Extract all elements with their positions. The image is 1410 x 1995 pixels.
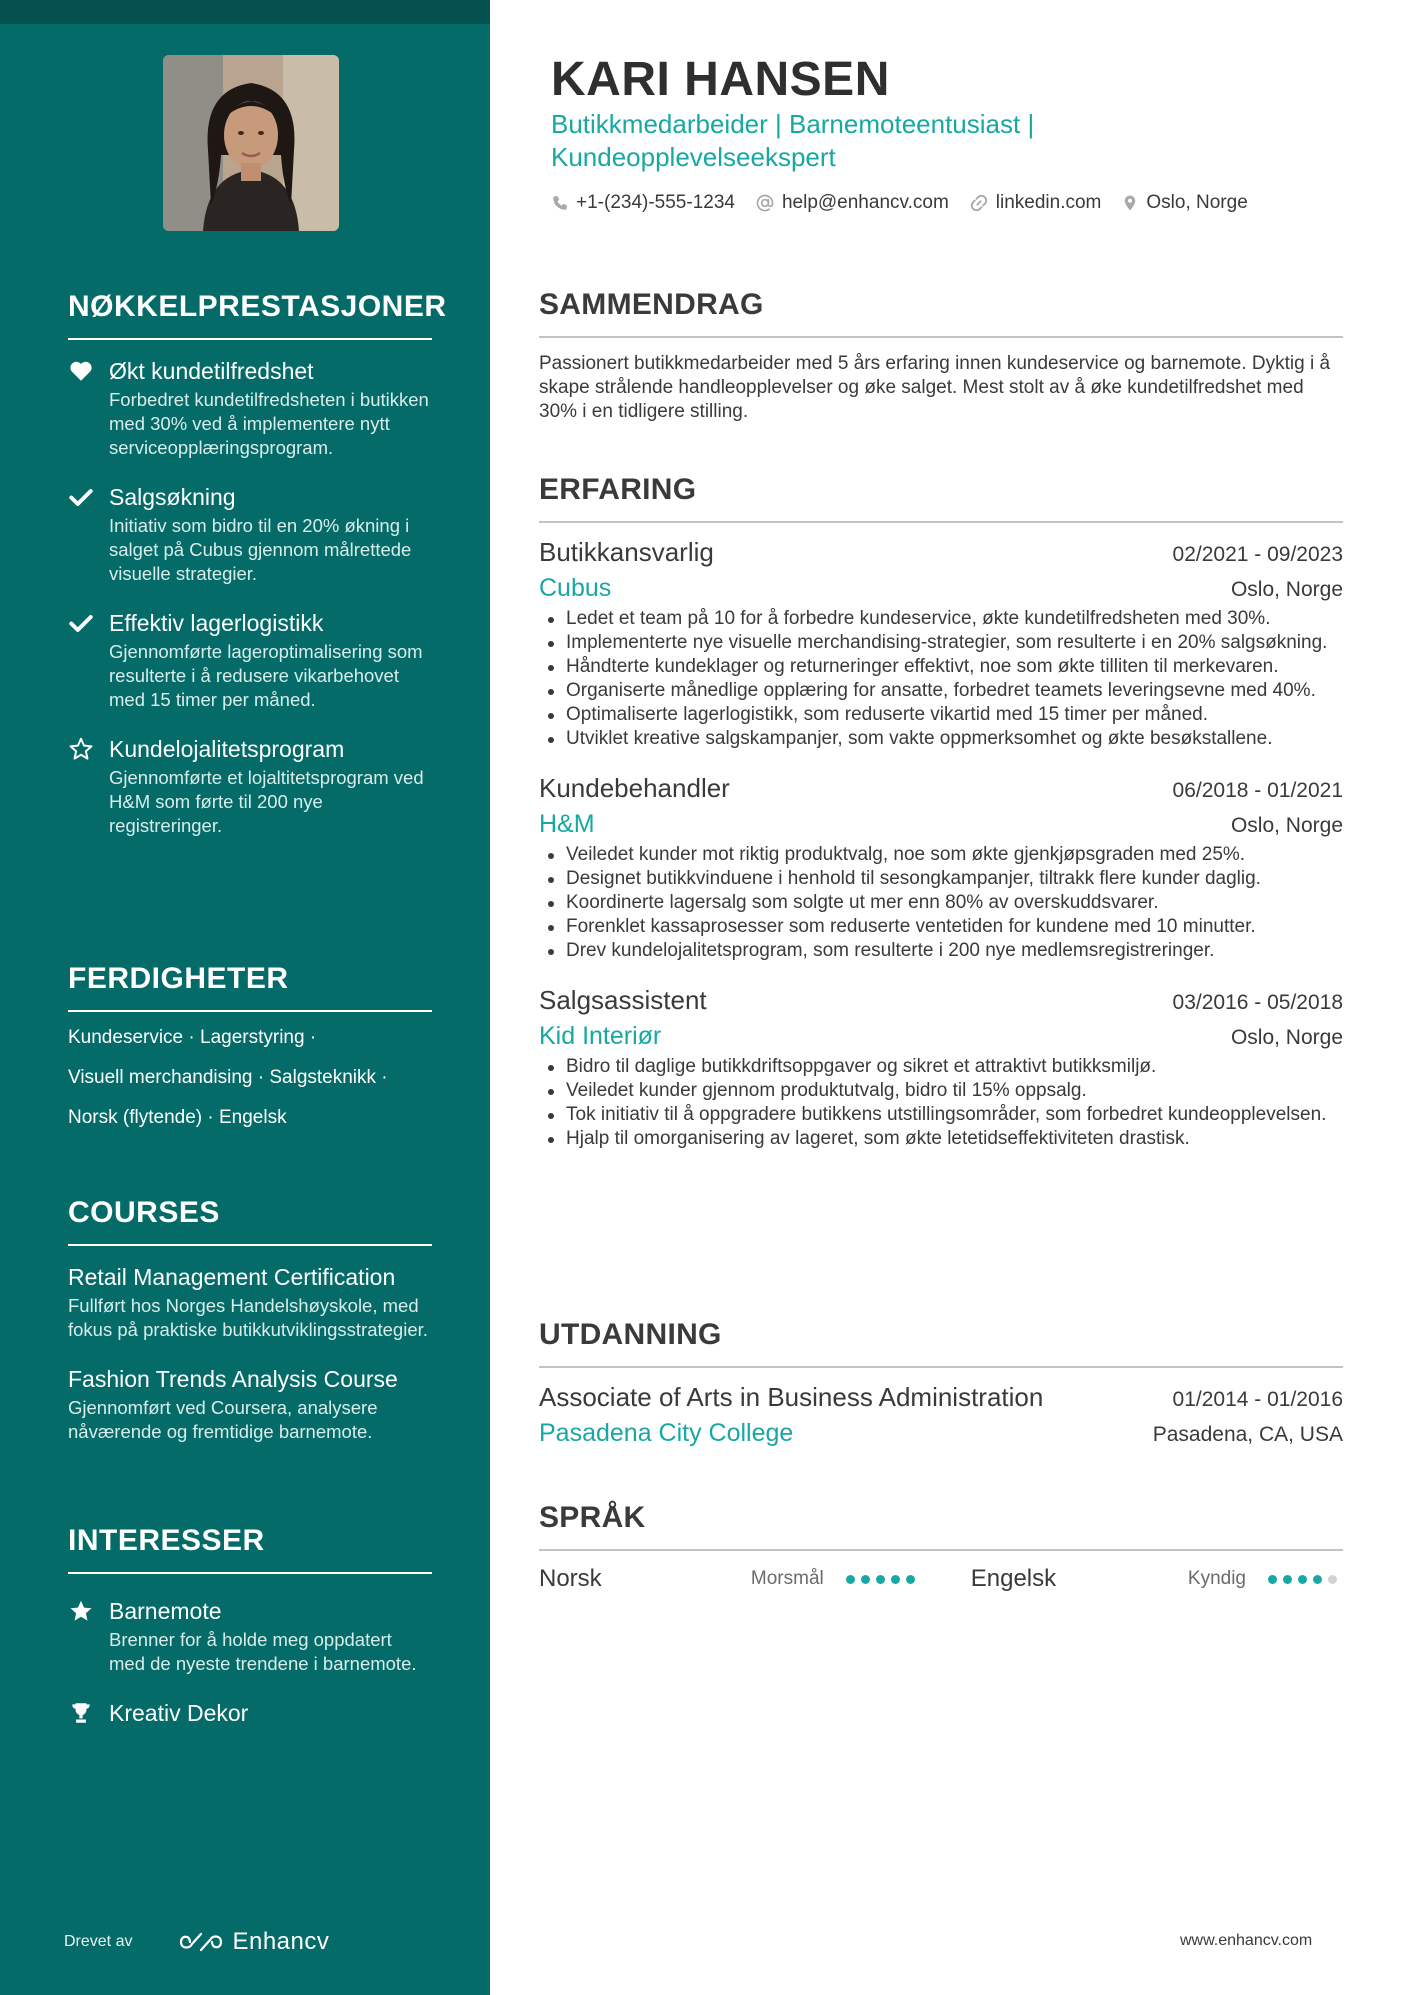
education-section — [539, 1318, 1343, 1448]
achievement-description: Gjennomførte lageroptimalisering som resulterte i å redusere vikarbehovet med 15 timer per måned. — [109, 641, 423, 710]
course-item — [68, 1364, 432, 1444]
language-level: Kyndig — [1187, 1568, 1247, 1589]
course-item — [68, 1262, 432, 1342]
job-dates: 06/2018 - 01/2021 — [1172, 779, 1343, 802]
language-level: Morsmål — [750, 1568, 824, 1589]
job-bullet: Hjalp til omorganisering av lageret, som økte letetidseffektiviteten drastisk. — [539, 1127, 1343, 1151]
job-bullet: Utviklet kreative salgskampanjer, som vakte oppmerksomhet og økte besøkstallene. — [539, 727, 1343, 751]
job-bullets — [539, 843, 1343, 963]
job-company: Cubus — [539, 574, 612, 602]
powered-by — [64, 1928, 329, 1956]
profile-photo — [163, 55, 339, 231]
summary-heading: SAMMENDRAG — [539, 288, 1343, 338]
job-location: Oslo, Norge — [1230, 814, 1343, 837]
job-bullet: Drev kundelojalitetsprogram, som resulterte i 200 nye medlemsregistreringer. — [539, 939, 1343, 963]
achievements-heading: NØKKELPRESTASJONER — [68, 290, 432, 340]
rating-dot-filled — [876, 1575, 885, 1584]
skills-heading: FERDIGHETER — [68, 962, 432, 1012]
courses-heading: COURSES — [68, 1196, 432, 1246]
enhancv-brand-name: Enhancv — [232, 1928, 330, 1955]
link-icon — [969, 193, 989, 213]
job-bullet: Ledet et team på 10 for å forbedre kundeservice, økte kundetilfredsheten med 30%. — [539, 607, 1343, 631]
education-entry — [539, 1382, 1343, 1448]
job-location: Oslo, Norge — [1230, 1026, 1343, 1049]
interests-section — [68, 1524, 432, 1728]
contact-location-text: Oslo, Norge — [1146, 192, 1248, 213]
course-title: Fashion Trends Analysis Course — [68, 1366, 398, 1392]
job-bullet: Veiledet kunder gjennom produktutvalg, bidro til 15% oppsalg. — [539, 1079, 1343, 1103]
rating-dot-filled — [906, 1575, 915, 1584]
job-bullets — [539, 1055, 1343, 1151]
achievement-item — [68, 608, 432, 712]
education-degree: Associate of Arts in Business Administration — [539, 1382, 1044, 1412]
achievement-title: Salgsøkning — [109, 484, 236, 510]
achievement-title: Økt kundetilfredshet — [109, 358, 314, 384]
languages-row — [539, 1565, 1343, 1593]
enhancv-logo-icon — [178, 1930, 224, 1954]
contact-location — [1121, 192, 1247, 214]
job-title: Butikkansvarlig — [539, 537, 714, 567]
rating-dot-filled — [1268, 1575, 1277, 1584]
language-rating — [846, 1575, 921, 1584]
interest-item — [68, 1596, 432, 1676]
summary-section — [539, 288, 1343, 424]
course-description: Fullført hos Norges Handelshøyskole, med fokus på praktiske butikkutviklingsstrategier. — [68, 1295, 428, 1340]
language-rating — [1268, 1575, 1343, 1584]
summary-text: Passionert butikkmedarbeider med 5 års erfaring innen kundeservice og barnemote. Dyktig i å skape strålende handleopplevelser og øke salget. Mest stolt av å øke kundetilfredshet med 30% i en tidligere stilling. — [539, 353, 1331, 422]
powered-by-label: Drevet av — [64, 1933, 133, 1950]
achievement-description: Forbedret kundetilfredsheten i butikken med 30% ved å implementere nytt serviceopplæringsprogram. — [109, 389, 429, 458]
trophy-icon — [68, 1700, 94, 1726]
star-icon — [68, 1598, 94, 1624]
achievement-description: Gjennomførte et lojaltitetsprogram ved H&M som førte til 200 nye registreringer. — [109, 767, 424, 836]
job-dates: 03/2016 - 05/2018 — [1172, 991, 1343, 1014]
job-title: Kundebehandler — [539, 773, 730, 803]
languages-heading: SPRÅK — [539, 1501, 1343, 1551]
phone-icon — [551, 194, 569, 212]
education-heading: UTDANNING — [539, 1318, 1343, 1368]
footer-url[interactable]: www.enhancv.com — [1180, 1932, 1313, 1949]
job-bullet: Bidro til daglige butikkdriftsoppgaver og sikret et attraktivt butikksmiljø. — [539, 1055, 1343, 1079]
job-company: Kid Interiør — [539, 1022, 662, 1050]
sidebar — [0, 0, 490, 1995]
job-bullet: Implementerte nye visuelle merchandising-strategier, som resulterte i en 20% salgsøkning. — [539, 631, 1343, 655]
job-bullet: Tok initiativ til å oppgradere butikkens utstillingsområder, som forbedret kundeopplevelsen. — [539, 1103, 1343, 1127]
language-name: Engelsk — [970, 1565, 1057, 1592]
rating-dot-filled — [861, 1575, 870, 1584]
rating-dot-filled — [891, 1575, 900, 1584]
achievements-section — [68, 290, 447, 838]
interest-item — [68, 1698, 432, 1728]
star-outline-icon — [68, 736, 94, 762]
achievement-item — [68, 356, 432, 460]
skills-line: Visuell merchandising · Salgsteknikk · — [68, 1067, 388, 1088]
job-entry — [539, 985, 1343, 1151]
enhancv-logo[interactable] — [178, 1928, 329, 1956]
experience-heading: ERFARING — [539, 473, 1343, 523]
rating-dot-filled — [1313, 1575, 1322, 1584]
job-bullet: Håndterte kundeklager og returneringer effektivt, noe som økte tilliten til merkevaren. — [539, 655, 1343, 679]
contact-phone-text: +1-(234)-555-1234 — [576, 192, 735, 213]
interest-title: Kreativ Dekor — [109, 1700, 249, 1726]
contact-bar — [551, 192, 1268, 214]
contact-email[interactable] — [755, 192, 949, 214]
candidate-tagline: Butikkmedarbeider | Barnemoteentusiast | Kundeopplevelseekspert — [551, 109, 1035, 172]
job-bullet: Optimaliserte lagerlogistikk, som reduserte vikartid med 15 timer per måned. — [539, 703, 1343, 727]
contact-email-text: help@enhancv.com — [781, 192, 949, 213]
interest-title: Barnemote — [109, 1598, 222, 1624]
achievement-title: Kundelojalitetsprogram — [109, 736, 345, 762]
interest-description: Brenner for å holde meg oppdatert med de nyeste trendene i barnemote. — [109, 1629, 417, 1674]
achievement-title: Effektiv lagerlogistikk — [109, 610, 324, 636]
job-dates: 02/2021 - 09/2023 — [1172, 543, 1343, 566]
course-title: Retail Management Certification — [68, 1264, 396, 1290]
experience-section — [539, 473, 1343, 1151]
sidebar-top-bar — [0, 0, 490, 24]
contact-phone[interactable] — [551, 192, 735, 214]
skills-section — [68, 962, 432, 1130]
heart-icon — [68, 358, 94, 384]
candidate-name: KARI HANSEN — [551, 53, 890, 106]
job-entry — [539, 773, 1343, 963]
job-bullet: Koordinerte lagersalg som solgte ut mer enn 80% av overskuddsvarer. — [539, 891, 1343, 915]
education-school: Pasadena City College — [539, 1419, 794, 1447]
interests-heading: INTERESSER — [68, 1524, 432, 1574]
achievement-description: Initiativ som bidro til en 20% økning i salget på Cubus gjennom målrettede visuelle strategier. — [109, 515, 412, 584]
job-entry — [539, 537, 1343, 751]
location-pin-icon — [1121, 193, 1139, 213]
job-location: Oslo, Norge — [1230, 578, 1343, 601]
job-bullet: Designet butikkvinduene i henhold til sesongkampanjer, tiltrakk flere kunder daglig. — [539, 867, 1343, 891]
education-dates: 01/2014 - 01/2016 — [1172, 1388, 1343, 1411]
check-icon — [68, 610, 94, 636]
rating-dot-empty — [1328, 1575, 1337, 1584]
rating-dot-filled — [1283, 1575, 1292, 1584]
contact-linkedin[interactable] — [969, 192, 1102, 214]
job-bullet: Forenklet kassaprosesser som reduserte ventetiden for kundene med 10 minutter. — [539, 915, 1343, 939]
courses-section — [68, 1196, 432, 1444]
job-title: Salgsassistent — [539, 985, 707, 1015]
languages-section — [539, 1501, 1343, 1593]
skills-line: Norsk (flytende) · Engelsk — [68, 1107, 287, 1128]
education-location: Pasadena, CA, USA — [1152, 1423, 1343, 1446]
rating-dot-filled — [846, 1575, 855, 1584]
course-description: Gjennomført ved Coursera, analysere nåværende og fremtidige barnemote. — [68, 1397, 378, 1442]
rating-dot-filled — [1298, 1575, 1307, 1584]
achievement-item — [68, 482, 432, 586]
check-icon — [68, 484, 94, 510]
contact-linkedin-text: linkedin.com — [995, 192, 1102, 213]
achievement-item — [68, 734, 432, 838]
job-company: H&M — [539, 810, 595, 838]
language-name: Norsk — [539, 1565, 602, 1592]
at-icon — [755, 193, 775, 213]
job-bullets — [539, 607, 1343, 751]
job-bullet: Veiledet kunder mot riktig produktvalg, noe som økte gjenkjøpsgraden med 25%. — [539, 843, 1343, 867]
job-bullet: Organiserte månedlige opplæring for ansatte, forbedret teamets leveringsevne med 40%. — [539, 679, 1343, 703]
skills-line: Kundeservice · Lagerstyring · — [68, 1027, 317, 1048]
